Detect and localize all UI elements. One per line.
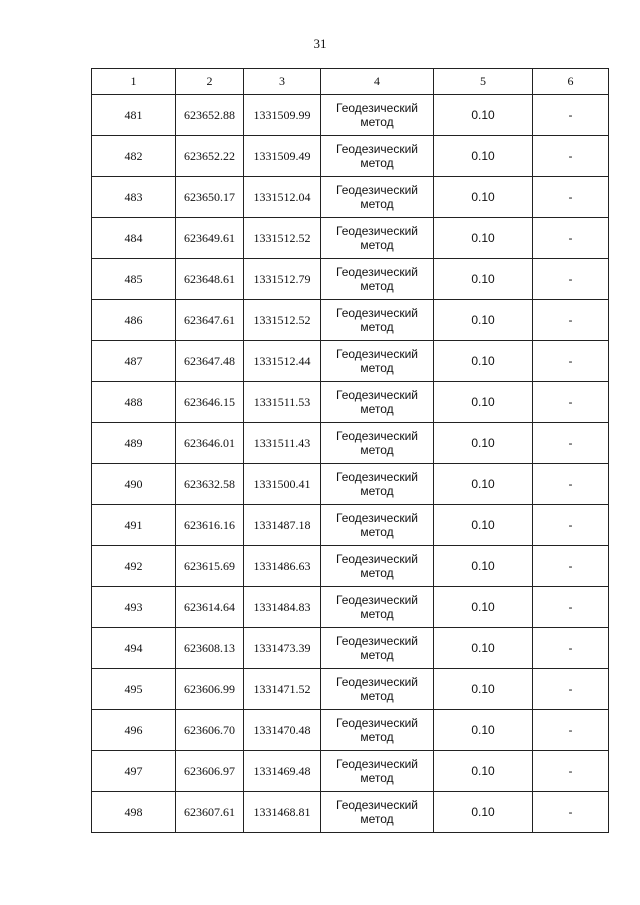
method-line-1: Геодезический xyxy=(336,757,418,771)
table-row xyxy=(92,628,609,669)
method-line-1: Геодезический xyxy=(336,347,418,361)
method-cell xyxy=(321,177,434,218)
method-cell xyxy=(321,136,434,177)
point-number-cell: 494 xyxy=(92,628,176,669)
method-cell xyxy=(321,341,434,382)
description-cell: - xyxy=(533,136,609,177)
accuracy-cell: 0.10 xyxy=(434,177,533,218)
method-line-2: метод xyxy=(360,156,394,170)
table-row xyxy=(92,464,609,505)
point-number-cell: 495 xyxy=(92,669,176,710)
method-line-2: метод xyxy=(360,443,394,457)
table-row xyxy=(92,505,609,546)
accuracy-cell: 0.10 xyxy=(434,382,533,423)
description-cell: - xyxy=(533,177,609,218)
description-cell: - xyxy=(533,628,609,669)
method-line-1: Геодезический xyxy=(336,552,418,566)
method-cell xyxy=(321,423,434,464)
column-header-3: 3 xyxy=(244,69,321,95)
x-coordinate-cell: 623648.61 xyxy=(176,259,244,300)
y-coordinate-cell: 1331486.63 xyxy=(244,546,321,587)
method-line-1: Геодезический xyxy=(336,265,418,279)
method-line-2: метод xyxy=(360,484,394,498)
point-number-cell: 490 xyxy=(92,464,176,505)
x-coordinate-cell: 623646.01 xyxy=(176,423,244,464)
method-cell xyxy=(321,382,434,423)
y-coordinate-cell: 1331512.79 xyxy=(244,259,321,300)
description-cell: - xyxy=(533,669,609,710)
table-row xyxy=(92,259,609,300)
method-line-2: метод xyxy=(360,320,394,334)
table-row xyxy=(92,587,609,628)
method-line-1: Геодезический xyxy=(336,142,418,156)
table-row xyxy=(92,341,609,382)
point-number-cell: 483 xyxy=(92,177,176,218)
x-coordinate-cell: 623614.64 xyxy=(176,587,244,628)
coordinates-table xyxy=(91,68,609,833)
description-cell: - xyxy=(533,587,609,628)
y-coordinate-cell: 1331512.52 xyxy=(244,218,321,259)
y-coordinate-cell: 1331484.83 xyxy=(244,587,321,628)
x-coordinate-cell: 623606.70 xyxy=(176,710,244,751)
accuracy-cell: 0.10 xyxy=(434,464,533,505)
method-cell xyxy=(321,587,434,628)
method-line-2: метод xyxy=(360,279,394,293)
method-line-1: Геодезический xyxy=(336,675,418,689)
x-coordinate-cell: 623647.48 xyxy=(176,341,244,382)
method-cell xyxy=(321,710,434,751)
method-line-1: Геодезический xyxy=(336,716,418,730)
description-cell: - xyxy=(533,382,609,423)
column-header-1: 1 xyxy=(92,69,176,95)
method-line-1: Геодезический xyxy=(336,593,418,607)
point-number-cell: 491 xyxy=(92,505,176,546)
method-cell xyxy=(321,218,434,259)
accuracy-cell: 0.10 xyxy=(434,218,533,259)
method-line-1: Геодезический xyxy=(336,101,418,115)
method-line-2: метод xyxy=(360,771,394,785)
description-cell: - xyxy=(533,546,609,587)
table-row xyxy=(92,546,609,587)
description-cell: - xyxy=(533,300,609,341)
accuracy-cell: 0.10 xyxy=(434,423,533,464)
accuracy-cell: 0.10 xyxy=(434,546,533,587)
x-coordinate-cell: 623652.22 xyxy=(176,136,244,177)
y-coordinate-cell: 1331511.43 xyxy=(244,423,321,464)
table-row xyxy=(92,669,609,710)
table-header-row xyxy=(92,69,609,95)
column-header-4: 4 xyxy=(321,69,434,95)
method-line-2: метод xyxy=(360,402,394,416)
method-cell xyxy=(321,669,434,710)
method-line-2: метод xyxy=(360,197,394,211)
y-coordinate-cell: 1331468.81 xyxy=(244,792,321,833)
method-line-2: метод xyxy=(360,525,394,539)
description-cell: - xyxy=(533,423,609,464)
method-cell xyxy=(321,464,434,505)
accuracy-cell: 0.10 xyxy=(434,95,533,136)
y-coordinate-cell: 1331470.48 xyxy=(244,710,321,751)
method-line-2: метод xyxy=(360,730,394,744)
method-line-1: Геодезический xyxy=(336,183,418,197)
method-line-1: Геодезический xyxy=(336,224,418,238)
accuracy-cell: 0.10 xyxy=(434,751,533,792)
method-cell xyxy=(321,259,434,300)
description-cell: - xyxy=(533,792,609,833)
table-row xyxy=(92,136,609,177)
method-line-2: метод xyxy=(360,238,394,252)
description-cell: - xyxy=(533,505,609,546)
method-cell xyxy=(321,505,434,546)
column-header-6: 6 xyxy=(533,69,609,95)
point-number-cell: 487 xyxy=(92,341,176,382)
table-row xyxy=(92,218,609,259)
method-line-1: Геодезический xyxy=(336,429,418,443)
description-cell: - xyxy=(533,259,609,300)
point-number-cell: 493 xyxy=(92,587,176,628)
accuracy-cell: 0.10 xyxy=(434,792,533,833)
method-line-2: метод xyxy=(360,689,394,703)
point-number-cell: 481 xyxy=(92,95,176,136)
accuracy-cell: 0.10 xyxy=(434,136,533,177)
point-number-cell: 488 xyxy=(92,382,176,423)
x-coordinate-cell: 623649.61 xyxy=(176,218,244,259)
method-cell xyxy=(321,792,434,833)
accuracy-cell: 0.10 xyxy=(434,259,533,300)
method-cell xyxy=(321,751,434,792)
method-line-2: метод xyxy=(360,812,394,826)
x-coordinate-cell: 623606.97 xyxy=(176,751,244,792)
table-row xyxy=(92,95,609,136)
table-row xyxy=(92,423,609,464)
table-row xyxy=(92,710,609,751)
table-row xyxy=(92,751,609,792)
x-coordinate-cell: 623615.69 xyxy=(176,546,244,587)
x-coordinate-cell: 623606.99 xyxy=(176,669,244,710)
description-cell: - xyxy=(533,710,609,751)
table-row xyxy=(92,177,609,218)
y-coordinate-cell: 1331471.52 xyxy=(244,669,321,710)
table-body xyxy=(92,95,609,833)
table-row xyxy=(92,792,609,833)
method-cell xyxy=(321,300,434,341)
method-line-2: метод xyxy=(360,648,394,662)
point-number-cell: 484 xyxy=(92,218,176,259)
accuracy-cell: 0.10 xyxy=(434,710,533,751)
method-line-2: метод xyxy=(360,566,394,580)
method-line-2: метод xyxy=(360,115,394,129)
description-cell: - xyxy=(533,464,609,505)
description-cell: - xyxy=(533,341,609,382)
method-line-1: Геодезический xyxy=(336,798,418,812)
y-coordinate-cell: 1331473.39 xyxy=(244,628,321,669)
point-number-cell: 489 xyxy=(92,423,176,464)
accuracy-cell: 0.10 xyxy=(434,341,533,382)
x-coordinate-cell: 623607.61 xyxy=(176,792,244,833)
method-cell xyxy=(321,95,434,136)
x-coordinate-cell: 623652.88 xyxy=(176,95,244,136)
y-coordinate-cell: 1331512.44 xyxy=(244,341,321,382)
method-line-2: метод xyxy=(360,361,394,375)
y-coordinate-cell: 1331512.52 xyxy=(244,300,321,341)
method-cell xyxy=(321,546,434,587)
point-number-cell: 497 xyxy=(92,751,176,792)
method-cell xyxy=(321,628,434,669)
point-number-cell: 498 xyxy=(92,792,176,833)
point-number-cell: 496 xyxy=(92,710,176,751)
x-coordinate-cell: 623646.15 xyxy=(176,382,244,423)
accuracy-cell: 0.10 xyxy=(434,300,533,341)
y-coordinate-cell: 1331500.41 xyxy=(244,464,321,505)
x-coordinate-cell: 623650.17 xyxy=(176,177,244,218)
method-line-1: Геодезический xyxy=(336,388,418,402)
y-coordinate-cell: 1331469.48 xyxy=(244,751,321,792)
accuracy-cell: 0.10 xyxy=(434,505,533,546)
y-coordinate-cell: 1331512.04 xyxy=(244,177,321,218)
table-row xyxy=(92,300,609,341)
method-line-1: Геодезический xyxy=(336,470,418,484)
y-coordinate-cell: 1331509.49 xyxy=(244,136,321,177)
description-cell: - xyxy=(533,751,609,792)
point-number-cell: 486 xyxy=(92,300,176,341)
accuracy-cell: 0.10 xyxy=(434,587,533,628)
y-coordinate-cell: 1331511.53 xyxy=(244,382,321,423)
description-cell: - xyxy=(533,95,609,136)
method-line-1: Геодезический xyxy=(336,634,418,648)
method-line-1: Геодезический xyxy=(336,511,418,525)
method-line-2: метод xyxy=(360,607,394,621)
x-coordinate-cell: 623616.16 xyxy=(176,505,244,546)
y-coordinate-cell: 1331487.18 xyxy=(244,505,321,546)
page-number: 31 xyxy=(313,36,327,51)
x-coordinate-cell: 623632.58 xyxy=(176,464,244,505)
x-coordinate-cell: 623608.13 xyxy=(176,628,244,669)
method-line-1: Геодезический xyxy=(336,306,418,320)
point-number-cell: 485 xyxy=(92,259,176,300)
table-row xyxy=(92,382,609,423)
description-cell: - xyxy=(533,218,609,259)
accuracy-cell: 0.10 xyxy=(434,628,533,669)
accuracy-cell: 0.10 xyxy=(434,669,533,710)
column-header-2: 2 xyxy=(176,69,244,95)
y-coordinate-cell: 1331509.99 xyxy=(244,95,321,136)
point-number-cell: 482 xyxy=(92,136,176,177)
x-coordinate-cell: 623647.61 xyxy=(176,300,244,341)
column-header-5: 5 xyxy=(434,69,533,95)
point-number-cell: 492 xyxy=(92,546,176,587)
